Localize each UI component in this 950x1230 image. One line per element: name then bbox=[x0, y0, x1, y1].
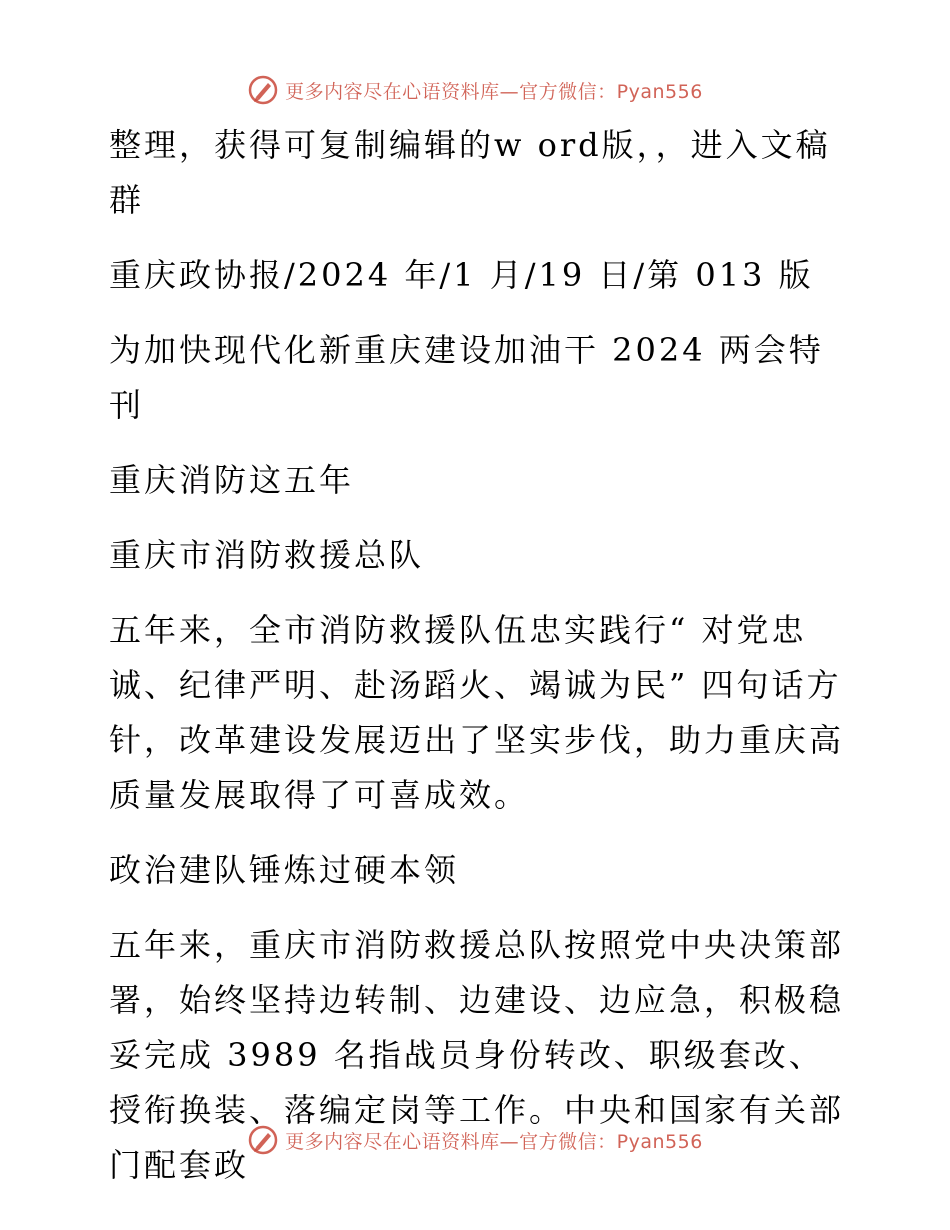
pen-logo-icon bbox=[247, 1124, 279, 1156]
special-issue-title: 为加快现代化新重庆建设加油干 2024 两会特刊 bbox=[109, 331, 824, 424]
watermark-text: 更多内容尽在心语资料库—官方微信：Pyan556 bbox=[285, 80, 703, 103]
pen-logo-icon bbox=[247, 74, 279, 106]
document-body bbox=[97, 118, 857, 1193]
watermark-footer bbox=[0, 1120, 950, 1160]
article-title: 重庆消防这五年 bbox=[109, 461, 355, 499]
body-paragraph: 五年来，重庆市消防救援总队按照党中央决策部署，始终坚持边转制、边建设、边应急，积极稳妥完成 3989 名指战员身份转改、职级套改、授衔换装、落编定岗等工作。中央和国家有关部门配套政 bbox=[109, 926, 845, 1184]
source-line: 重庆政协报/2024 年/1 月/19 日/第 013 版 bbox=[109, 256, 814, 294]
intro-note: 整理，获得可复制编辑的w ord版，，进入文稿群 bbox=[109, 126, 831, 219]
section-heading: 政治建队锤炼过硬本领 bbox=[109, 851, 460, 889]
article-author: 重庆市消防救援总队 bbox=[109, 536, 425, 574]
watermark-text: 更多内容尽在心语资料库—官方微信：Pyan556 bbox=[285, 1130, 703, 1153]
body-paragraph: 五年来，全市消防救援队伍忠实践行“ 对党忠诚、纪律严明、赴汤蹈火、竭诚为民” 四句话方针，改革建设发展迈出了坚实步伐，助力重庆高质量发展取得了可喜成效。 bbox=[109, 611, 845, 814]
watermark-header bbox=[0, 70, 950, 110]
